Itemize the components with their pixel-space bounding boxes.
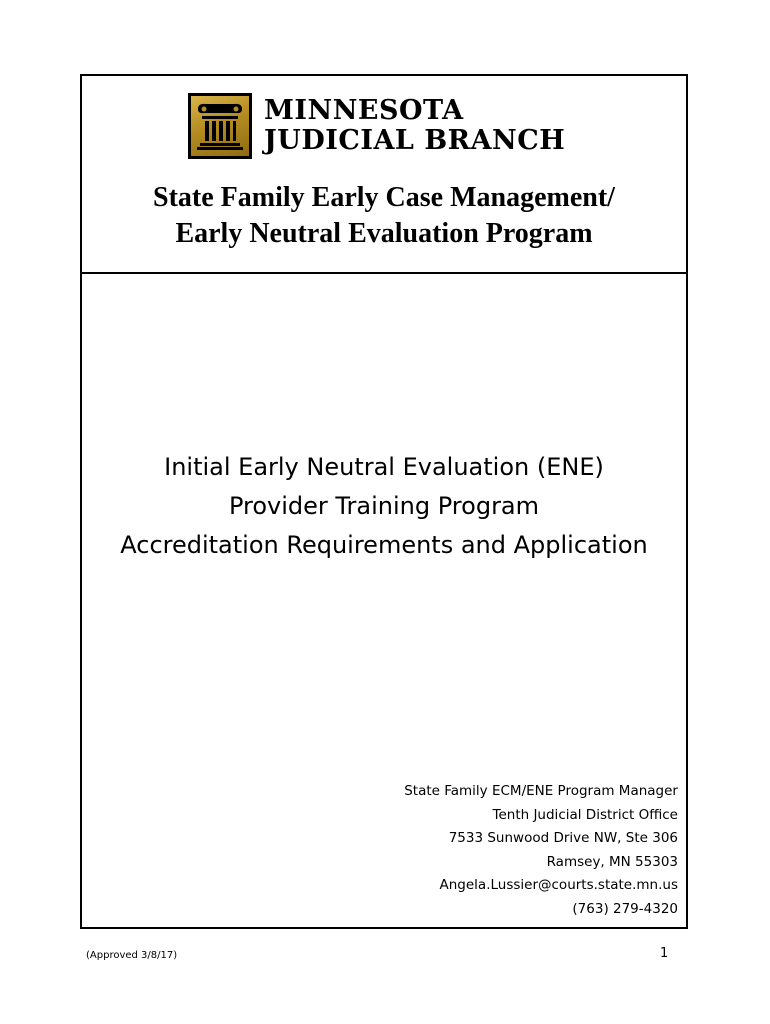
document-frame [80, 74, 688, 929]
contact-email[interactable]: Angela.Lussier@courts.state.mn.us [439, 877, 678, 893]
document-title [82, 448, 686, 565]
program-title-line-1: State Family Early Case Management/ [153, 182, 615, 213]
contact-city: Ramsey, MN 55303 [546, 853, 678, 870]
courthouse-column-icon [188, 93, 252, 159]
document-title-line-3: Accreditation Requirements and Application [120, 531, 648, 559]
logo-text [264, 96, 565, 156]
program-title-line-2: Early Neutral Evaluation Program [175, 218, 593, 249]
header-box [82, 76, 686, 274]
logo-line-1: MINNESOTA [264, 95, 464, 126]
approval-date: (Approved 3/8/17) [86, 950, 178, 961]
document-title-line-2: Provider Training Program [228, 492, 540, 520]
page-number: 1 [660, 946, 669, 961]
logo-line-2: JUDICIAL BRANCH [264, 125, 566, 156]
contact-office: Tenth Judicial District Office [492, 806, 678, 823]
contact-block [404, 780, 678, 921]
program-title [82, 180, 686, 252]
contact-street: 7533 Sunwood Drive NW, Ste 306 [448, 830, 678, 846]
contact-phone: (763) 279-4320 [572, 900, 678, 917]
column-icon [194, 101, 246, 151]
contact-role: State Family ECM/ENE Program Manager [404, 783, 678, 799]
document-title-line-1: Initial Early Neutral Evaluation (ENE) [164, 453, 604, 481]
logo [188, 93, 565, 159]
